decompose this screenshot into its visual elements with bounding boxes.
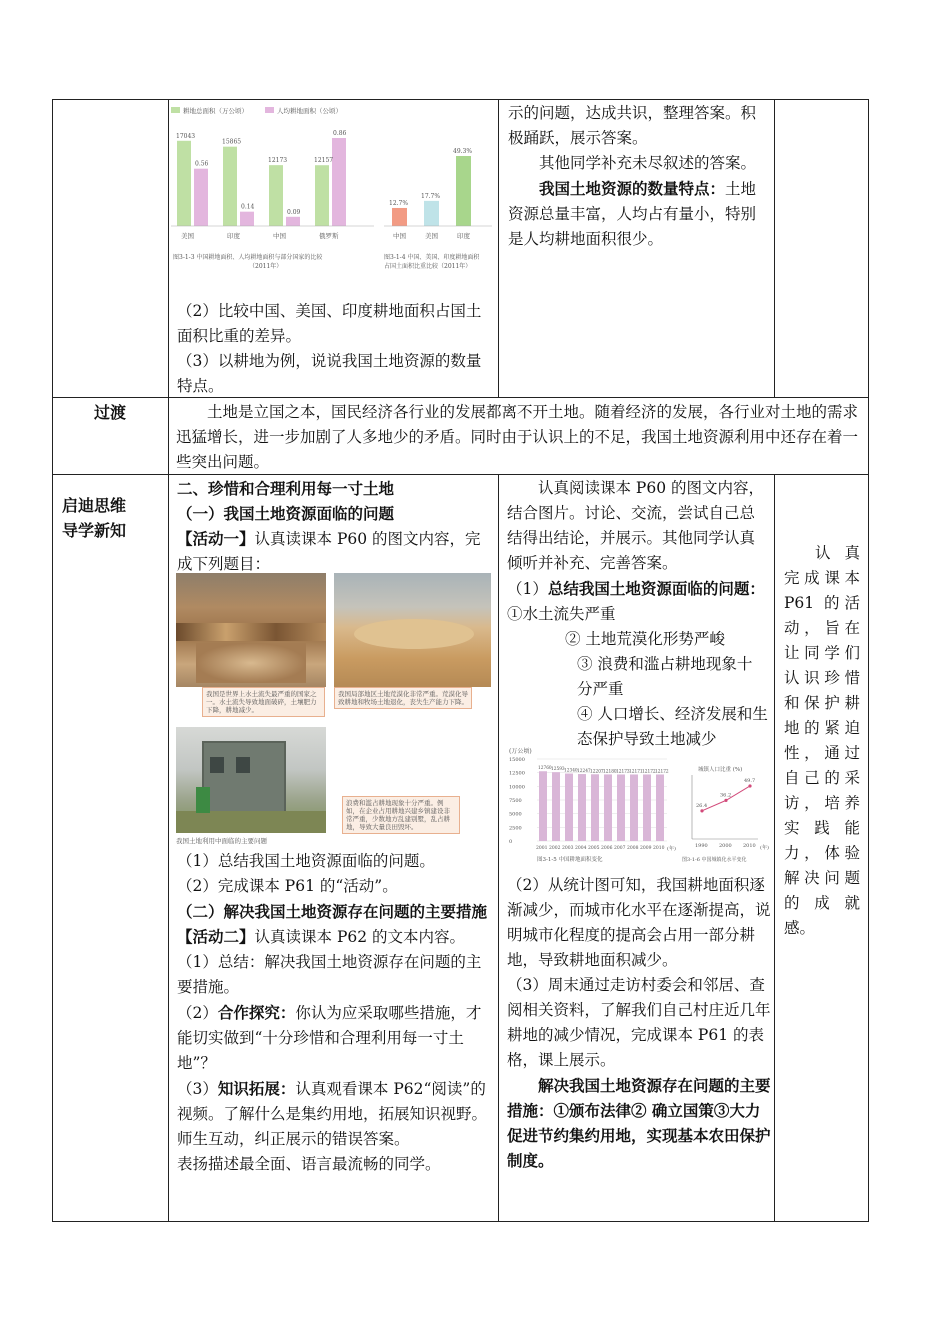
bar-per-capita [332,138,346,226]
chart4-caption: 图3-1-6 中国城镇化水平变化 [682,857,747,863]
y-tick: 0 [509,839,513,845]
label-farmland: 12171 [629,769,643,775]
farmland-comparison-chart [169,101,379,276]
design-intent: 认真完成课本 P61 的活动，旨在让同学们认识珍惜和保护耕地的紧迫性，通过自己的采访，培养实践能力，体验解决问题的成就感。 [784,544,860,937]
category-label: 美国 [181,232,194,240]
label-farmland: 12172 [655,769,669,775]
bar-farmland [591,774,599,841]
label-share: 12.7% [389,199,409,207]
photo-caption-erosion: 我国是世界上水土流失最严重的国家之一。水土流失导致地面破碎，土壤肥力下降，耕地减少。 [202,687,325,717]
urbanization-label: 26.4 [696,802,708,809]
farmland-area-trend-chart [507,745,682,863]
chart1-caption-year: （2011年） [249,263,283,270]
label-farmland: 12760 [538,766,552,772]
category-label: 俄罗斯 [319,232,339,240]
label-farmland: 12173 [616,769,630,775]
farmland-share-chart [380,101,496,276]
chart4-title: 城镇人口比重 (%) [698,767,743,773]
label-farmland: 12593 [551,767,565,773]
label-farmland: 12207 [590,769,604,775]
bar-share [392,208,407,226]
x-tick: 2010 [653,846,665,851]
table-divider-col3-bottom [774,474,775,1222]
label-per-capita: 0.09 [287,208,301,216]
student-answer-top: 示的问题，达成共识，整理答案。积极踊跃，展示答案。 其他同学补充未尽叙述的答案。 我国土地资源的数量特点：土地资源总量丰富，人均占有量小，特别是人均耕地面积很少。 [508,104,757,248]
chart2-caption-year: 占国土面积比重比较（2011年） [384,263,472,270]
x-tick: 2002 [549,846,561,851]
bar-farmland [604,774,612,841]
question-2: （2）比较中国、美国、印度耕地面积占国土面积比重的差异。 [177,302,482,345]
teacher-activity-2: （1）总结我国土地资源面临的问题。 （2）完成课本 P61 的“活动”。 （二）解决我国土地资源存在问题的主要措施 【活动二】认真读课本 P62 的文本内容。 （1）总结：解决我国土地资源存在问题的主要措施。 （2）合作探究：你认为应采取哪些措施，才能切实做到“十分珍惜和合理利用每一寸土地”？ （3）知识拓展：认真观看课本 P62“阅读”的视频。了解什么是集约用地，拓展知识视野。 师生互动，纠正展示的错误答案。 表扬描述最全面、语言最流畅的同学。 [177,849,493,1177]
urbanization-label: 49.7 [744,777,756,784]
x-tick: 2004 [575,846,587,851]
bar-farmland [565,774,573,841]
student-activity-2: （2）从统计图可知，我国耕地面积逐渐减少，而城市化水平在逐渐提高，说明城市化程度的提高会占用一部分耕地，导致耕地面积减少。 （3）周末通过走访村委会和邻居、查阅相关资料，了解我们自己村庄近几年耕地的减少情况，完成课本 P61 的表格，课上展示。 解决我国土地资源存在问题的主要措施：①颁布法律② 确立国策③大力促进节约集约用地，实现基本农田保护制度。 [507,873,771,1173]
bar-share [456,156,471,226]
table-divider-col2-top [498,99,499,397]
table-border-right [868,99,869,1222]
x-tick: 2009 [640,846,652,851]
subsection-2-heading: （二）解决我国土地资源存在问题的主要措施 [177,902,488,921]
soil-erosion-photo [176,573,326,687]
label-farmland: 12247 [577,769,591,775]
transition-text: 土地是立国之本，国民经济各行业的发展都离不开土地。随着经济的发展，各行业对土地的需求迅猛增长，进一步加剧了人多地少的矛盾。同时由于认识上的不足，我国土地资源利用中还存在着一些突出问题。 [176,403,859,471]
bar-total [269,165,283,226]
x-tick: 2008 [627,846,639,851]
subsection-1-heading: （一）我国土地资源面临的问题 [177,504,395,523]
x-tick: 2007 [614,846,626,851]
legend-label-per-capita: 人均耕地面积（公顷） [277,107,342,115]
table-divider-col3-top [774,99,775,397]
label-total: 12173 [268,157,288,165]
x-tick: 2010 [743,843,756,849]
label-share: 49.3% [453,148,473,155]
bar-farmland [643,774,651,841]
x-tick: 1990 [695,843,708,849]
teacher-activity-1: 二、珍惜和合理利用每一寸土地 （一）我国土地资源面临的问题 【活动一】认真读课本 P60 的图文内容，完成下列题目： [177,476,493,577]
table-border-top [52,99,869,100]
urbanization-label: 36.2 [720,792,732,799]
y-tick: 5000 [509,811,522,818]
photo-caption-desert: 我国局部地区土地荒漠化非常严重。荒漠化导致耕地和牧场土地退化，丧失生产能力下降。 [334,687,472,709]
bar-total [315,165,329,226]
label-per-capita: 0.14 [241,203,255,211]
x-tick: 2005 [588,846,600,851]
quantity-feature-heading: 我国土地资源的数量特点： [539,179,726,198]
measures-answer: 解决我国土地资源存在问题的主要措施：①颁布法律② 确立国策③大力促进节约集约用地，实现基本农田保护制度。 [507,1076,771,1170]
problem-item-1: ①水土流失严重 [507,605,616,623]
chart2-caption: 图3-1-4 中国、美国、印度耕地面积 [384,254,480,261]
chart3-caption: 图3-1-5 中国耕地面积变化 [537,857,603,863]
bar-farmland [552,772,560,841]
urbanization-line [702,786,750,811]
problems-heading: 总结我国土地资源面临的问题： [547,579,765,598]
category-label: 美国 [425,232,438,240]
x-tick: 2001 [536,846,548,851]
bar-per-capita [240,212,254,226]
x-tick: 2003 [562,846,574,851]
category-label: 印度 [227,232,240,240]
table-border-left [52,99,53,1222]
desertification-photo [334,573,491,687]
photo-caption-occupation: 浪费和滥占耕地现象十分严重。例如，在企业占用耕地兴建乡镇建设非常严重，少数地方乱建别墅，乱占耕地，导致大量良田毁坏。 [342,796,460,834]
bar-per-capita [194,169,208,226]
y-tick: 12500 [509,770,525,777]
bar-total [223,147,237,226]
bar-farmland [656,774,664,841]
label-per-capita: 0.86 [333,130,347,137]
table-border-bottom [52,1221,869,1222]
bar-farmland [578,774,586,841]
bar-per-capita [286,217,300,226]
label-total: 17043 [176,132,196,140]
section-heading: 二、珍惜和合理利用每一寸土地 [177,479,395,498]
bar-farmland [617,774,625,841]
label-farmland: 12172 [642,769,656,775]
legend-swatch-per-capita [265,107,274,113]
bar-share [424,201,439,226]
student-activity-1: 认真阅读课本 P60 的图文内容，结合图片。讨论、交流，尝试自己总结得出结论，并展示。其他同学认真倾听并补充、完善答案。 （1）总结我国土地资源面临的问题：①水土流失严重 ② 土地荒漠化形势严峻 ③ 浪费和滥占耕地现象十分严重 ④ 人口增长、经济发展和生态保护导致土地减少 [507,476,769,752]
chart1-caption: 图3-1-3 中国耕地面积、人均耕地面积与部分国家的比较 [173,254,323,261]
chart3-unit: (万公顷) [509,748,532,755]
x-tick: 2006 [601,846,613,851]
category-label: 中国 [393,232,406,240]
y-tick: 2500 [509,825,522,832]
legend-label-total: 耕地总面积（万公顷） [183,107,248,115]
question-3: （3）以耕地为例，说说我国土地资源的数量特点。 [177,352,482,395]
y-tick: 7500 [509,798,522,804]
table-divider-col2-bottom [498,474,499,1222]
label-share: 17.7% [421,192,441,200]
chart4-year-unit: (年) [760,845,769,851]
y-tick: 15000 [509,757,525,763]
chart3-year-unit: (年) [667,846,676,852]
category-label: 印度 [457,232,470,240]
label-per-capita: 0.56 [195,160,209,168]
bar-farmland [539,771,547,841]
problem-item-3-wrap: ③ 浪费和滥占耕地现象十分严重 [577,655,753,698]
label-total: 15865 [222,138,242,146]
y-tick: 10000 [509,784,525,791]
label-total: 12157 [314,157,334,165]
legend-swatch-total [171,107,180,113]
lesson-table [52,99,869,1222]
problem-item-4: ④ 人口增长、经济发展和生态保护导致土地减少 [577,705,768,748]
bar-total [177,141,191,226]
land-occupation-photo [176,727,326,833]
urbanization-chart [682,763,772,863]
photo-group-caption: 我国土地利用中面临的主要问题 [176,837,267,845]
category-label: 中国 [273,232,286,240]
transition-label: 过渡 [93,403,126,422]
x-tick: 2000 [719,843,732,849]
label-farmland: 12340 [564,768,578,774]
section-label: 启迪思维 导学新知 [62,496,127,540]
bar-farmland [630,774,638,841]
problem-item-2: ② 土地荒漠化形势严峻 [565,630,725,648]
label-farmland: 12180 [603,769,617,775]
